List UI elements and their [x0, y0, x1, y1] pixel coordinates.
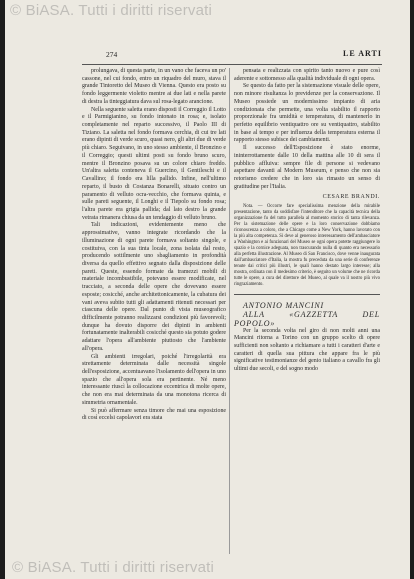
article-subtitle: ALLA «GAZZETTA DEL POPOLO» [234, 309, 380, 328]
body-paragraph: Per la seconda volta nel giro di non molti anni una Mancini ritorna a Torino con un gruppo scelto di opere sufficienti non soltanto a richiamare a tutti i caratteri d'arte e caratteri di quella sua pittura che appare fra le più significative testimonianze del genio italiano a cavallo fra gli ultimi due secoli, e del sogno modo [234, 327, 380, 373]
running-header [82, 50, 382, 62]
body-paragraph: Se questo da fatto per la sistemazione visuale delle opere, non minore risultanza lo previdenze per la conservazione. Il Museo possiede un modernissimo impianto di aria condizionata che permette, una volta stabilito il rapporto proporzionale fra umidità e temperatura, di mantenerlo in perfetto equilibrio ventiquattro ore su ventiquattro, stabilito in base al tempo e per influenza della temperatura esterna il rapporto stesso subisce dei cambiamenti. [234, 83, 380, 144]
book-binding-edge [0, 0, 5, 579]
page-number: 274 [106, 50, 118, 59]
left-column [82, 68, 226, 554]
column-divider [229, 68, 230, 554]
body-paragraph: Nella seguente saletta erano disposti il Correggio il Lotto e il Parmigianino, su fondo intonato in rosa; e, isolato completamente nel reparto successivo, il Paolo III di Tiziano. La saletta nel fondo formava cerchia, di cui tre lati erano dipinti di verde scuro, quasi nero, gli altri due di verde più chiaro. Seguivano, in uno stesso ambiente, il Bronzino e il Correggio; questi ultimi posti su fondo bruno scuro, mentre il Bronzino posava su un colore chiaro freddo. Un'altra saletta conteneva il Guercino, il Gentileschi e il Cavallino; il fondo era lilla pallido. Infine, nell'ultimo reparto, il busto di Costanza Bonarelli, situato contro un paramento di velluto ocra-vecchio, che formava quinta, e sulle pareti seguente, il Longhi e il Tiepolo su fondo rosa; l'altra parete era grigia pallida; dal lato destro la grande vetrata rimanera chiusa da un tendaggio di velluto bruno. [82, 106, 226, 221]
author-signature: CESARE BRANDI. [322, 193, 380, 200]
header-rule [82, 64, 382, 65]
right-column [234, 68, 380, 554]
article-separator [234, 294, 380, 295]
body-paragraph: Si può affermare senza timore che mai una esposizione di così eccelsi capolavori era stata [82, 407, 226, 422]
page-right-edge [410, 0, 414, 579]
footnote: Nota. — Occorre fare specialissima menzione della mirabile presentazione, tanto da soddisfare l'intenditore che la capacità tecnica della organizzazione fu del tutto parallela al momento storico di tanta rilevanza. Per la sistemazione delle opere e la loro conservazione dobbiamo riconoscenza a coloro, che a Chicago come a New York, hanno lavorato con la più alta competenza. Si deve al generoso interessamento dell'ambasciatore a Washington e ai funzionari del Museo se ogni opera potette raggiungere lo spazio e la cornice adeguata, non trascurando nulla di quanto era necessario alla perfetta illustrazione. Al Museo di San Francisco, dove venne inaugurata dall'ambasciatore d'Italia, la mostra fu preceduta da una serie di conferenze tenute dai critici più illustri, le quali hanno destato largo interesse; alla mostra, ordinata con il medesimo criterio, è seguito un volume che ne ricorda tutte le opere, a cura del direttore del Museo, al quale va il nostro più vivo ringraziamento. [234, 204, 380, 287]
body-paragraph: Tali indicazioni, evidentemente meno che approssimative, vanno integrate ricordando che la illuminazione di ogni parete formava soltanto singole, e costituiva, con la sua tinta locale, zona isolata dal resto, producendo sottilmente uno sbagliamento in profondità diversa da quello effettivo segnato dalla disposizione delle pareti. Queste, essendo formate da tramezzi mobili di materiale incombustibile, potevano essere modificate, nel tracciato, a seconda delle opere che dovevano essere esposte; cosicché, anche architettonicamente, la cubatura dei vani aveva subito tutti gli adattamenti ritenuti necessari per ciascuna delle opere. Dal punto di vista museografico difficilmente potranno realizzarsi condizioni più favorevoli; dunque ha dovuto disporre dei dipinti in ambienti fortunatamente inalterabili cosicché questo sia potuto godere adattare l'opera all'ambiente piuttosto che l'ambiente all'opera. [82, 222, 226, 352]
watermark-top: © BiASA. Tutti i diritti riservati [10, 2, 213, 19]
body-paragraph: prolungava, di questa parte, in un vano che faceva un po' cassone, nel cui fondo, entro un riquadro del muro, stava il grande Tintoretto del Museo di Vienna. Questo era posto su fondo leggermente violetto mentre ai due lati e nella parete di destra la tinteggiatura dava sul rosa-legato arancione. [82, 68, 226, 105]
body-paragraph: Il successo dell'Esposizione è stato enorme, ininterrottamente dalle 10 della mattina alle 10 di sera il pubblico affluiva: sempre file di persone si vedevano aspettare davanti al Modern Museum, e penso che non sia retorismo credere che in loro sia rimasto un senso di gratitudine per l'Italia. [234, 145, 380, 190]
watermark-bottom: © BiASA. Tutti i diritti riservati [12, 559, 215, 576]
body-paragraph: Gli ambienti irregolari, poiché l'irregolarità era strettamente determinata dalle necessità singole dell'esposizione, accentuavano l'isolamento dell'opera in uno spazio che all'opera sola era pertinente. Né meno interessante riuscì la collocazione eccentrica di molte opere, che non era mai determinata da una monotona ricerca di simmetria ornamentale. [82, 353, 226, 406]
journal-title: LE ARTI [343, 49, 382, 58]
article-title: ANTONIO MANCINI [243, 300, 324, 310]
body-paragraph: pensata e realizzata con spirito tanto nuovo e pure così aderente e sottomesso alla qualità individuale di ogni opera. [234, 68, 380, 82]
